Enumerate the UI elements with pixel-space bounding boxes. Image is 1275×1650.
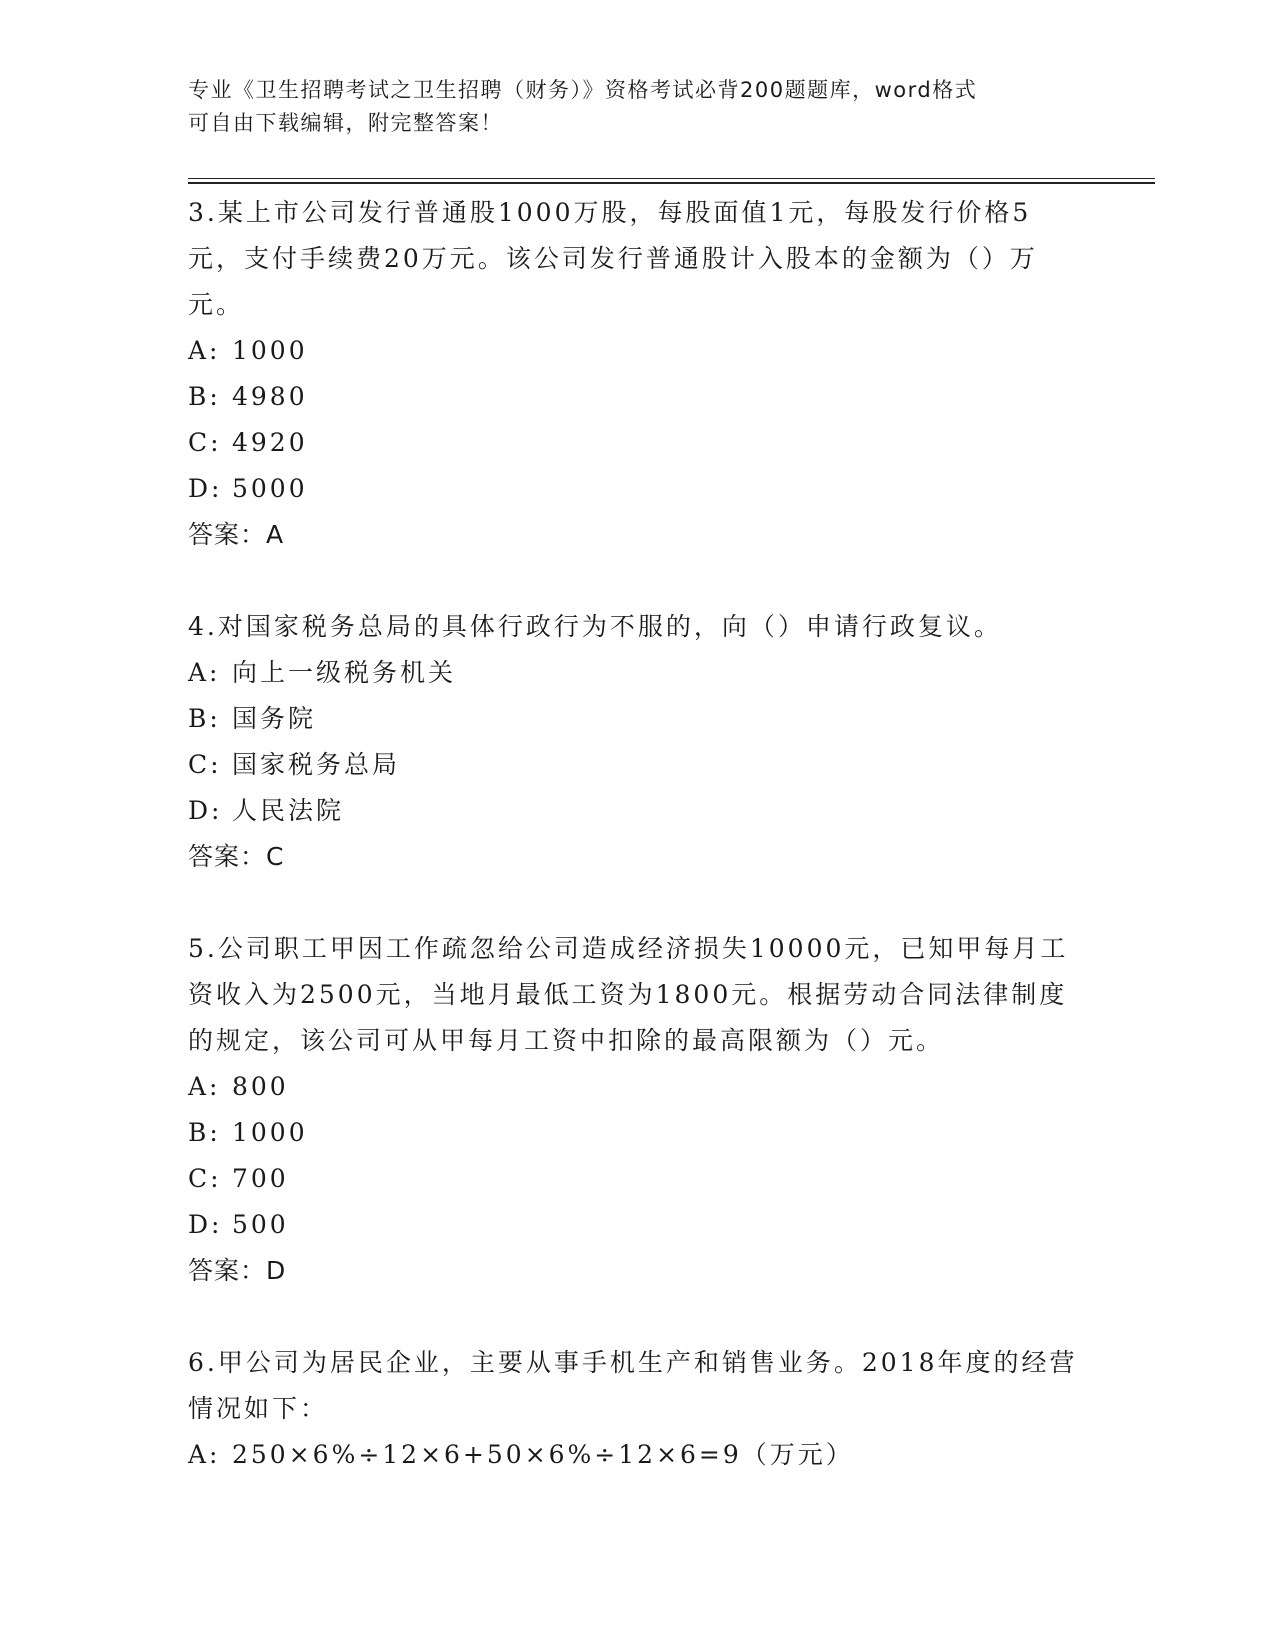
- option-c: [188, 420, 1078, 466]
- option-label: C:: [188, 1164, 222, 1193]
- option-a: [188, 328, 1078, 374]
- header-line-1: 专业《卫生招聘考试之卫生招聘（财务）》资格考试必背200题题库，word格式: [188, 78, 978, 102]
- option-c: [188, 1156, 1078, 1202]
- option-label: B:: [188, 1118, 221, 1147]
- option-d: [188, 788, 1078, 834]
- option-label: B:: [188, 704, 221, 733]
- option-text: 人民法院: [232, 796, 345, 825]
- option-label: C:: [188, 428, 222, 457]
- question-stem: 6.甲公司为居民企业，主要从事手机生产和销售业务。2018年度的经营情况如下：: [188, 1348, 1078, 1423]
- option-text: 1000: [232, 1118, 308, 1147]
- option-text: 国家税务总局: [232, 750, 401, 779]
- option-label: A:: [188, 1072, 221, 1101]
- option-label: A:: [188, 658, 221, 687]
- answer-line: 答案：D: [188, 1256, 287, 1285]
- option-text: 250×6%÷12×6+50×6%÷12×6=9（万元）: [232, 1440, 854, 1469]
- option-text: 4980: [232, 382, 308, 411]
- question-6: [188, 1340, 1078, 1478]
- answer-line: 答案：A: [188, 520, 285, 549]
- question-5: [188, 926, 1078, 1294]
- option-label: C:: [188, 750, 222, 779]
- option-d: [188, 1202, 1078, 1248]
- option-text: 国务院: [232, 704, 317, 733]
- question-list: [188, 190, 1078, 1524]
- answer-line: 答案：C: [188, 842, 285, 871]
- option-label: A:: [188, 336, 221, 365]
- option-label: D:: [188, 474, 223, 503]
- option-label: D:: [188, 1210, 223, 1239]
- option-label: B:: [188, 382, 221, 411]
- option-c: [188, 742, 1078, 788]
- option-b: [188, 696, 1078, 742]
- header-rule-thin: [188, 178, 1155, 179]
- option-a: [188, 1064, 1078, 1110]
- question-stem: 4.对国家税务总局的具体行政行为不服的，向（）申请行政复议。: [188, 612, 1002, 641]
- question-4: [188, 604, 1078, 880]
- question-stem: 3.某上市公司发行普通股1000万股，每股面值1元，每股发行价格5元，支付手续费20万元。该公司发行普通股计入股本的金额为（）万元。: [188, 198, 1038, 319]
- option-text: 5000: [232, 474, 308, 503]
- option-text: 向上一级税务机关: [232, 658, 457, 687]
- option-a: [188, 1432, 1078, 1478]
- option-text: 1000: [232, 336, 308, 365]
- header-rule-thick: [188, 182, 1155, 184]
- option-text: 700: [232, 1164, 289, 1193]
- option-a: [188, 650, 1078, 696]
- option-b: [188, 1110, 1078, 1156]
- option-label: A:: [188, 1440, 221, 1469]
- question-stem: 5.公司职工甲因工作疏忽给公司造成经济损失10000元，已知甲每月工资收入为2500元，当地月最低工资为1800元。根据劳动合同法律制度的规定，该公司可从甲每月工资中扣除的最高限额为（）元。: [188, 934, 1069, 1055]
- option-label: D:: [188, 796, 223, 825]
- option-text: 4920: [232, 428, 308, 457]
- option-d: [188, 466, 1078, 512]
- option-text: 800: [232, 1072, 289, 1101]
- document-header: [188, 74, 1068, 140]
- question-3: [188, 190, 1078, 558]
- option-b: [188, 374, 1078, 420]
- option-text: 500: [232, 1210, 289, 1239]
- header-line-2: 可自由下载编辑，附完整答案！: [188, 111, 503, 135]
